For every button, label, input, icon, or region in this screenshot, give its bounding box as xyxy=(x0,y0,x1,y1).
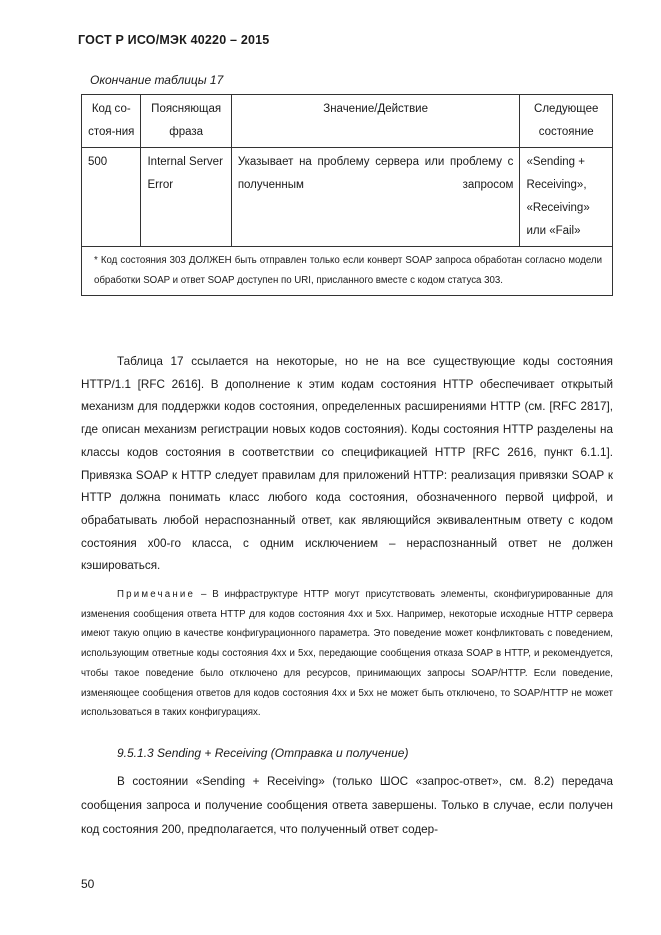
cell-phrase: Internal Server Error xyxy=(141,148,231,247)
cell-code: 500 xyxy=(82,148,141,247)
body-paragraph: Таблица 17 ссылается на некоторые, но не на все существующие коды состояния HTTP/1.1 [RFC 2616]. В дополнение к этим кодам состояния HTTP обеспечивает открытый механизм для поддержки кодов состояния, определенных расширениями HTTP (см. [RFC 2817], где описан механизм регистрации новых кодов состояния). Коды состояния HTTP разделены на классы кодов состояния в соответствии со спецификацией HTTP [RFC 2616, пункт 6.1.1]. Привязка SOAP к HTTP следует правилам для приложений HTTP: реализация привязки SOAP к HTTP должна понимать класс любого кода состояния, обозначенного первой цифрой, и обрабатывать любой нераспознанный ответ, как являющийся эквивалентным ответу с кодом состояния x00-го класса, с одним исключением – нераспознанный ответ не должен кэшироваться. xyxy=(81,355,613,573)
page-number: 50 xyxy=(81,877,95,891)
header-code: Код со-стоя-ния xyxy=(82,95,141,148)
status-code-table xyxy=(81,94,613,296)
table-footnote: * Код состояния 303 ДОЛЖЕН быть отправлен только если конверт SOAP запроса обработан согласно модели обработки SOAP и ответ SOAP доступен по URI, присланного вместе с кодом статуса 303. xyxy=(82,247,613,296)
table-header-row xyxy=(82,95,613,148)
document-header: ГОСТ Р ИСО/МЭК 40220 – 2015 xyxy=(78,33,270,47)
table-footnote-row xyxy=(82,247,613,296)
table-row xyxy=(82,148,613,247)
header-phrase: Поясняющая фраза xyxy=(141,95,231,148)
cell-next-state: «Sending + Receiving», «Receiving» или «Fail» xyxy=(520,148,613,247)
note-block xyxy=(81,585,613,723)
closing-paragraph: В состоянии «Sending + Receiving» (только ШОС «запрос-ответ», см. 8.2) передача сообщения запроса и получение сообщения ответа завершены. Только в случае, если получен код состояния 200, предполагается, что полученный ответ содер- xyxy=(81,775,613,836)
cell-value: Указывает на проблему сервера или проблему с полученным запросом xyxy=(231,148,520,247)
table-caption: Окончание таблицы 17 xyxy=(90,73,224,87)
subsection-heading: 9.5.1.3 Sending + Receiving (Отправка и получение) xyxy=(117,746,409,760)
header-next-state: Следующее состояние xyxy=(520,95,613,148)
header-value: Значение/Действие xyxy=(231,95,520,148)
note-text: – В инфраструктуре HTTP могут присутствовать элементы, сконфигурированные для изменения сообщения ответа HTTP для кодов состояния 4xx и 5xx. Например, некоторые исходные HTTP сервера имеют такую опцию в качестве конфигурационного параметра. Это поведение может конфликтовать с поведением, использующим ответные коды состояния 4xx и 5xx, передающие сообщения отказа SOAP в HTTP, и рекомендуется, чтобы такое поведение было отключено для ресурсов, принимающих запросы SOAP/HTTP. Если поведение, изменяющее сообщения ответов для кодов состояния 4xx и 5xx не может быть отключено, то SOAP/HTTP не может использоваться в таких конфигурациях. xyxy=(81,589,613,719)
note-label: Примечание xyxy=(117,589,196,600)
